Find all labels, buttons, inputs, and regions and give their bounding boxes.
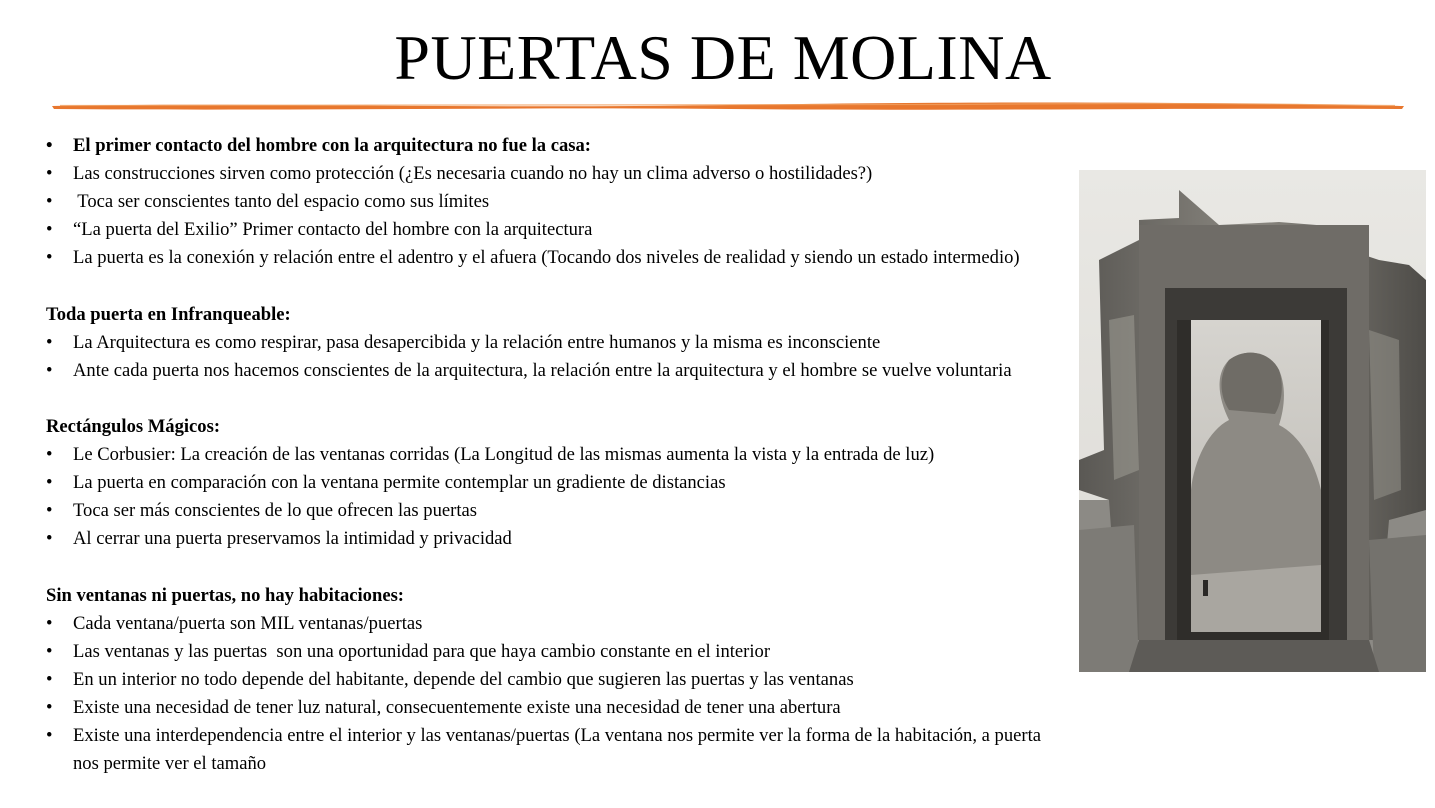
- list-item: • La puerta es la conexión y relación entre el adentro y el afuera (Tocando dos niveles de realidad y siendo un estado intermedio): [46, 247, 1020, 269]
- list-item: • Toca ser conscientes tanto del espacio como sus límites: [46, 191, 490, 213]
- list-item: • Cada ventana/puerta son MIL ventanas/puertas: [46, 612, 423, 634]
- list-item: • La Arquitectura es como respirar, pasa desapercibida y la relación entre humanos y la misma es inconsciente: [46, 331, 881, 353]
- list-item: • Existe una interdependencia entre el interior y las ventanas/puertas (La ventana nos permite ver la forma de la habitación, a puerta nos permite ver el tamaño: [46, 724, 1042, 775]
- title-underline-stroke: [50, 96, 1406, 116]
- section-heading: Toda puerta en Infranqueable:: [46, 303, 291, 325]
- list-item: • Toca ser más conscientes de lo que ofrecen las puertas: [46, 500, 477, 522]
- list-item: • Existe una necesidad de tener luz natural, consecuentemente existe una necesidad de tener una abertura: [46, 696, 841, 718]
- list-item: • El primer contacto del hombre con la arquitectura no fue la casa:: [46, 135, 591, 156]
- list-item: • En un interior no todo depende del habitante, depende del cambio que sugieren las puertas y las ventanas: [46, 668, 854, 690]
- list-item: • Le Corbusier: La creación de las ventanas corridas (La Longitud de las mismas aumenta la vista y la entrada de luz): [46, 444, 935, 466]
- list-item: • Las construcciones sirven como protección (¿Es necesaria cuando no hay un clima adverso o hostilidades?): [46, 163, 873, 185]
- sphinx-doorway-photo: [1079, 170, 1426, 672]
- list-item: • La puerta en comparación con la ventana permite contemplar un gradiente de distancias: [46, 472, 726, 494]
- section-heading: Sin ventanas ni puertas, no hay habitaciones:: [46, 584, 405, 606]
- section-heading: Rectángulos Mágicos:: [46, 415, 221, 437]
- list-item: • “La puerta del Exilio” Primer contacto del hombre con la arquitectura: [46, 219, 593, 241]
- list-item: • Las ventanas y las puertas son una oportunidad para que haya cambio constante en el interior: [46, 640, 771, 662]
- list-item: • Ante cada puerta nos hacemos conscientes de la arquitectura, la relación entre la arquitectura y el hombre se vuelve voluntaria: [46, 359, 1012, 381]
- list-item: • Al cerrar una puerta preservamos la intimidad y privacidad: [46, 528, 512, 550]
- slide-body: [46, 132, 1086, 778]
- page-title: PUERTAS DE MOLINA: [394, 22, 1052, 93]
